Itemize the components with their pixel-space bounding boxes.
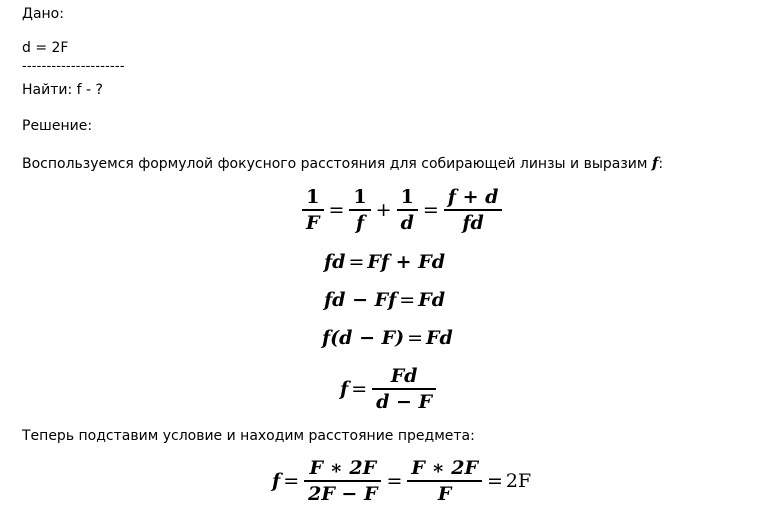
equation-lens-formula <box>300 185 504 235</box>
fraction-substituted-2 <box>407 456 482 506</box>
numerator: Fd <box>390 365 418 387</box>
equals-sign: = <box>386 470 403 492</box>
numerator: F ∗ 2F <box>309 457 377 479</box>
numerator: 1 <box>306 186 320 208</box>
fraction-Fd-over-d-minus-F <box>372 364 436 414</box>
numerator: F ∗ 2F <box>411 457 478 479</box>
equals-sign: = <box>422 199 439 221</box>
equation-lhs: f(d − F) <box>322 327 405 349</box>
equation-rhs: Ff + Fd <box>367 251 445 273</box>
denominator: d − F <box>376 391 433 413</box>
equals-sign: = <box>407 327 423 349</box>
numerator: 1 <box>353 186 367 208</box>
fraction-f-plus-d-over-fd <box>444 185 503 235</box>
equals-sign: = <box>486 470 503 492</box>
denominator: fd <box>462 212 484 234</box>
equation-rhs: Fd <box>426 327 453 349</box>
equals-sign: = <box>328 199 345 221</box>
intro-end: : <box>658 156 664 172</box>
equation-5 <box>340 364 438 414</box>
equation-2 <box>324 251 445 273</box>
equals-sign: = <box>351 378 368 400</box>
fraction-1-over-F <box>302 185 324 235</box>
solution-intro <box>22 155 663 172</box>
numerator: 1 <box>400 186 414 208</box>
equation-lhs: f <box>340 378 349 400</box>
equation-lhs: fd <box>324 251 346 273</box>
equals-sign: = <box>399 289 416 311</box>
denominator: d <box>400 212 414 234</box>
equation-3 <box>324 289 445 311</box>
numerator: f + d <box>447 186 499 208</box>
denominator: F <box>306 212 320 234</box>
given-condition: d = 2F <box>22 40 69 56</box>
plus-sign: + <box>375 199 392 221</box>
fraction-1-over-f <box>349 185 370 235</box>
equation-result: 2F <box>505 470 532 492</box>
denominator: F <box>437 483 452 505</box>
denominator: 2F − F <box>308 483 378 505</box>
fraction-1-over-d <box>397 185 418 235</box>
intro-text: Воспользуемся формулой фокусного расстояния для собирающей линзы и выразим <box>22 156 652 172</box>
equation-4 <box>322 327 453 349</box>
equals-sign: = <box>283 470 300 492</box>
divider: --------------------- <box>22 59 125 74</box>
intro-variable: f <box>651 154 659 172</box>
fraction-substituted-1 <box>304 456 381 506</box>
equation-lhs: f <box>272 470 281 492</box>
equation-6 <box>272 456 531 506</box>
find-line: Найти: f - ? <box>22 82 103 98</box>
equation-lhs: fd − Ff <box>324 289 397 311</box>
equation-rhs: Fd <box>418 289 445 311</box>
equals-sign: = <box>348 251 365 273</box>
denominator: f <box>355 212 365 234</box>
solution-heading: Решение: <box>22 118 93 134</box>
given-heading: Дано: <box>22 6 64 22</box>
substitute-text: Теперь подставим условие и находим расстояние предмета: <box>22 428 475 444</box>
